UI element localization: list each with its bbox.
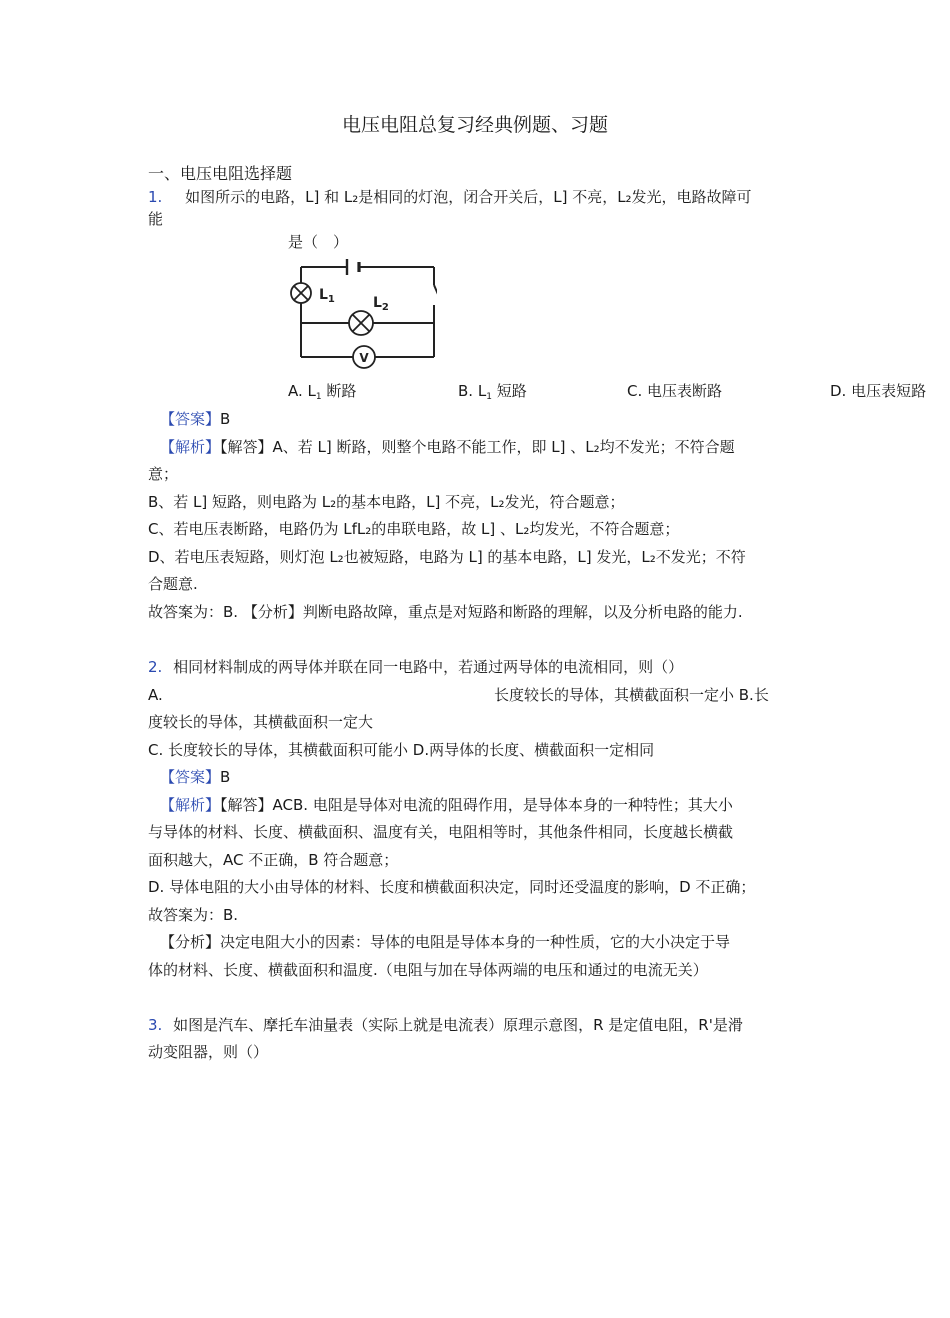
q3-text: 如图是汽车、摩托车油量表（实际上就是电流表）原理示意图，R 是定值电阻，R'是滑 (173, 1016, 743, 1034)
q1-analysis-line-4: C、若电压表断路，电路仍为 LfL₂的串联电路，故 L] 、L₂均发光，不符合题意； (148, 520, 680, 538)
q1-option-a-rest: 断路 (321, 382, 357, 400)
q2-answer-value: B (220, 768, 231, 786)
q1-analysis-line-3: B、若 L] 短路，则电路为 L₂的基本电路，L] 不亮，L₂发光，符合题意； (148, 493, 625, 511)
q1-option-a[interactable] (288, 380, 356, 402)
voltmeter-label: V (359, 351, 369, 365)
q2-stem (148, 656, 683, 678)
answer-tag: 【答案】 (160, 410, 221, 428)
q2-number: 2. (148, 658, 163, 676)
analysis-tag: 【解析】 (160, 796, 221, 814)
q2-analysis-line-1 (160, 794, 733, 816)
q1-analysis-line-2: 意； (148, 465, 179, 483)
q1-text-cont2: 是（ ） (288, 233, 349, 251)
q2-option-a-text: 长度较长的导体，其横截面积一定小 B.长 (494, 686, 769, 704)
q1-analysis-text: 【解答】A、若 L] 断路，则整个电路不能工作，即 L] 、L₂均不发光；不符合题 (220, 438, 735, 456)
q2-option-line-2: 度较长的导体，其横截面积一定大 (148, 713, 374, 731)
q2-analysis-line-5: 故答案为：B. (148, 906, 239, 924)
q1-option-d[interactable] (830, 380, 926, 401)
q1-answer (160, 408, 230, 430)
q2-fenxi-line-1 (160, 931, 730, 953)
q1-option-b-label: B. L (458, 382, 487, 400)
q2-fenxi-line-2: 体的材料、长度、横截面积和温度.（电阻与加在导体两端的电压和通过的电流无关） (148, 961, 708, 979)
q1-option-b[interactable] (458, 380, 527, 402)
l1-sub: 1 (327, 294, 335, 305)
q1-option-a-sub: 1 (315, 392, 322, 402)
q1-option-c[interactable] (627, 380, 722, 401)
l1-label: L (319, 287, 328, 303)
q1-text-cont: 能 (148, 210, 164, 228)
analysis-tag: 【解析】 (160, 438, 221, 456)
q2-answer (160, 766, 230, 788)
q1-option-a-label: A. L (288, 382, 316, 400)
q1-option-c-label: C. 电压表断路 (627, 382, 723, 400)
q1-option-d-label: D. 电压表短路 (830, 382, 927, 400)
q1-circuit-figure (287, 259, 437, 369)
l2-label: L (373, 295, 382, 311)
svg-text:L1 (319, 287, 335, 305)
q2-analysis-line-4: D. 导体电阻的大小由导体的材料、长度和横截面积决定，同时还受温度的影响，D 不正确； (148, 878, 756, 896)
q2-option-a-label[interactable]: A. (148, 686, 163, 704)
l2-sub: 2 (381, 302, 389, 313)
q1-answer-value: B (220, 410, 231, 428)
q3-text-cont: 动变阻器，则（） (148, 1043, 269, 1061)
q1-number: 1. (148, 188, 163, 206)
q1-analysis-line-1 (160, 436, 735, 458)
section-heading: 一、电压电阻选择题 (148, 164, 293, 183)
page-title: 电压电阻总复习经典例题、习题 (341, 114, 608, 136)
svg-text:L2 (373, 295, 389, 313)
q3-number: 3. (148, 1016, 163, 1034)
q1-option-b-sub: 1 (486, 392, 492, 402)
q1-stem (148, 186, 752, 208)
q2-analysis-line-2: 与导体的材料、长度、横截面积、温度有关，电阻相等时，其他条件相同，长度越长横截 (148, 823, 734, 841)
q2-fenxi-text: 决定电阻大小的因素：导体的电阻是导体本身的一种性质，它的大小决定于导 (220, 933, 731, 951)
q1-analysis-line-6: 合题意. (148, 575, 198, 593)
q2-analysis-text: 【解答】ACB. 电阻是导体对电流的阻碍作用，是导体本身的一种特性；其大小 (220, 796, 733, 814)
q2-option-line-3: C. 长度较长的导体，其横截面积可能小 D.两导体的长度、横截面积一定相同 (148, 741, 655, 759)
q2-analysis-line-3: 面积越大，AC 不正确，B 符合题意； (148, 851, 399, 869)
q1-text: 如图所示的电路，L] 和 L₂是相同的灯泡，闭合开关后，L] 不亮，L₂发光，电路故障可 (185, 188, 752, 206)
q1-analysis-line-7: 故答案为：B. 【分析】判断电路故障，重点是对短路和断路的理解，以及分析电路的能力. (148, 603, 743, 621)
q1-analysis-line-5: D、若电压表短路，则灯泡 L₂也被短路，电路为 L] 的基本电路，L] 发光，L₂不发光；不符 (148, 548, 746, 566)
fenxi-tag: 【分析】 (160, 933, 221, 951)
q1-option-b-rest: 短路 (491, 382, 527, 400)
q3-stem (148, 1014, 743, 1036)
answer-tag: 【答案】 (160, 768, 221, 786)
q2-text: 相同材料制成的两导体并联在同一电路中，若通过两导体的电流相同，则（） (173, 658, 684, 676)
